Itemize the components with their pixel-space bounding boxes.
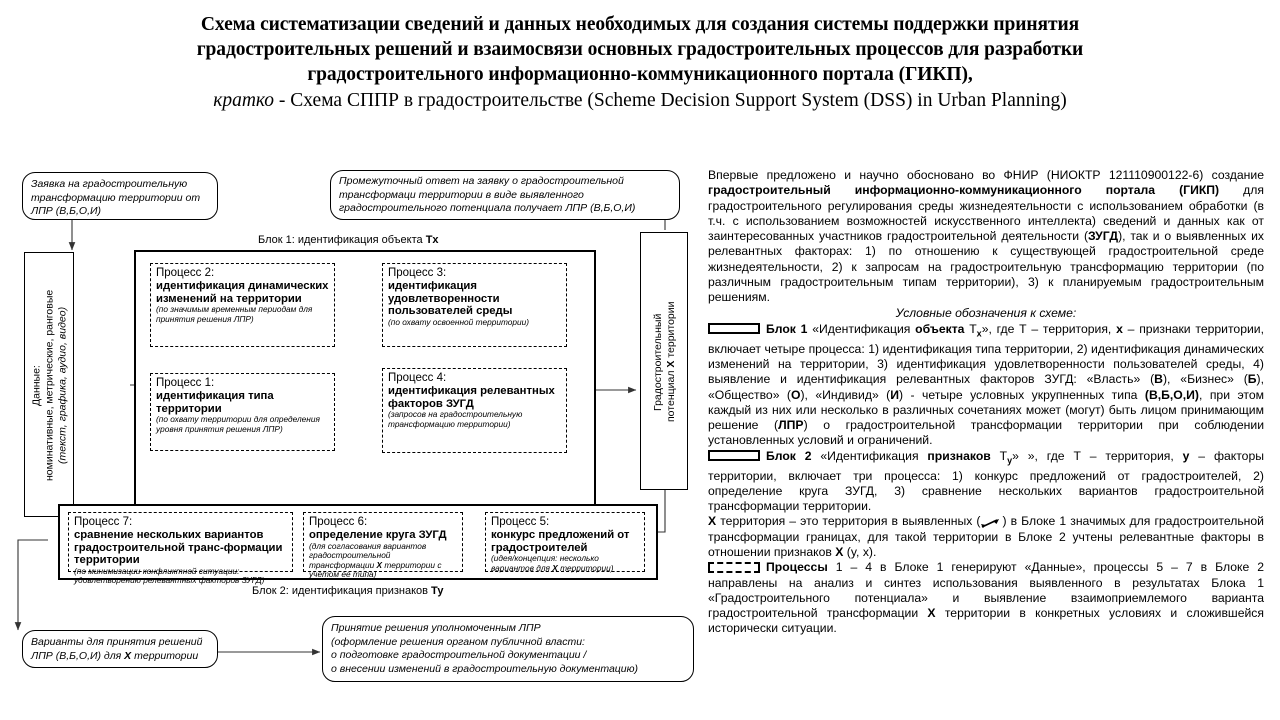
b1-t3: », где Т – территория, [981, 321, 1117, 336]
scheme-diagram [0, 160, 706, 705]
b1-label: Блок 1 [766, 321, 808, 336]
decision-box [322, 616, 694, 682]
b2-t4: – факторы территории, включает три процесса: 1) конкурс предложений от градостроителей, 2) определение круга ЗУГД, 3) сравнение нескольких вариантов градостроительной трансформации территории. [708, 448, 1264, 514]
variants-line2-post: территории [131, 649, 199, 662]
b1-t5: ), «Бизнес» ( [1162, 372, 1248, 387]
response-box [330, 170, 680, 220]
paragraph-block2 [708, 449, 1264, 515]
data-box-line3: (текст, графика, аудио, видео) [56, 306, 69, 465]
process-4-note: (запросов на градостроительную трансформацию территории) [388, 409, 523, 429]
potential-box-line2b: территории [665, 301, 677, 361]
process-1-note: (по охвату территории для определения уровня принятия решения ЛПР) [156, 414, 320, 434]
process-5-note [491, 554, 639, 573]
potential-box-line1: Градостроительный [652, 313, 664, 411]
process-1-body: идентификация типа территории [156, 390, 274, 415]
process-7-head: Процесс 7: [74, 516, 133, 528]
process-3 [382, 263, 567, 347]
title-short-label: кратко [213, 90, 275, 111]
request-box [22, 172, 218, 220]
process-4-body: идентификация релевантных факторов ЗУГД [388, 385, 555, 410]
b1-t8: ) - четыре условных укрупненных типа [899, 387, 1145, 402]
title-line-4 [60, 87, 1220, 114]
x-t3: (y, x). [843, 545, 877, 559]
process-2-note: (по значимым временным периодам для принятия решения ЛПР) [156, 304, 313, 324]
b1-o: О [790, 387, 801, 402]
process-5-note-post: территории) [557, 562, 614, 573]
title-line-1: Схема систематизации сведений и данных необходимых для создания системы поддержки принятия [200, 14, 1080, 35]
decision-line-3: о подготовке градостроительной документации / [331, 649, 587, 661]
x-t1: территория – это территория в выявленных ( [716, 514, 981, 529]
process-6 [303, 512, 463, 580]
block2-label-bold: Ту [431, 585, 444, 597]
title-line-3: градостроительного информационно-коммуникационного портала (ГИКП), [307, 64, 973, 85]
intro-a: Впервые предложено и научно обосновано во ФНИР (НИОКТР 121110900122-6) создание [708, 168, 1264, 182]
variants-line2-pre: ЛПР (В,Б,О,И) для [31, 649, 125, 662]
process-3-body: идентификация удовлетворенности пользователей среды [388, 280, 513, 318]
process-1-head: Процесс 1: [156, 377, 215, 389]
process-5-note-x: X [552, 562, 558, 573]
process-7 [68, 512, 293, 586]
process-4-head: Процесс 4: [388, 372, 447, 384]
b2-features: признаков [927, 448, 991, 463]
block2-label-text: Блок 2: идентификация признаков [252, 585, 432, 597]
proc-t1: 1 – 4 в Блоке 1 генерируют «Данные», процессы 5 – 7 в Блоке 2 направлены на анализ и синтез использования выявленного в результатах Блока 1 «Градостроительного потенциала» и выявление взаимоприемлемого варианта градостроительной трансформации [708, 560, 1264, 621]
diagonal-arrow-icon [980, 517, 1002, 529]
process-6-body: определение круга ЗУГД [309, 529, 447, 541]
process-6-head: Процесс 6: [309, 516, 368, 528]
process-6-note-pre: (для согласования вариантов градостроительной трансформации [309, 540, 427, 570]
b1-sub-x: x [976, 328, 982, 339]
b1-t1: «Идентификация [807, 321, 916, 336]
title-short-rest: - Схема СППР в градостроительстве (Scheme Decision Support System (DSS) in Urban Planning) [274, 90, 1067, 111]
process-6-note [309, 542, 457, 580]
block1-label [258, 234, 439, 246]
proc-label: Процессы [766, 560, 828, 575]
b1-vboi: (В,Б,О,И) [1144, 387, 1199, 402]
process-6-note-post: территории с учетом ее типа) [309, 559, 442, 580]
b1-t2: Т [964, 321, 977, 336]
process-5-head: Процесс 5: [491, 516, 550, 528]
variants-box [22, 630, 218, 668]
potential-box-x: X [665, 360, 677, 368]
intro-c: для градостроительного регулирования среды жизнедеятельности с использованием обработки (в т.ч. с использованием возможностей искусственного интеллекта) сведений и данных как от заинтересованных участников градостроительной деятельности ( [708, 183, 1264, 244]
process-5-body: конкурс предложений от градостроителей [491, 529, 630, 554]
paragraph-processes [708, 560, 1264, 636]
decision-line-2: (оформление решения органом публичной власти: [331, 635, 585, 648]
process-7-body: сравнение нескольких вариантов градостроительной транс-формации территории [74, 529, 283, 567]
page-title [60, 12, 1220, 114]
legend-title: Условные обозначения к схеме: [895, 305, 1077, 320]
b1-t6: ), «Общество» ( [708, 372, 1264, 402]
process-4 [382, 368, 567, 453]
proc-x: X [927, 606, 936, 621]
potential-box [640, 232, 688, 490]
dashed-box-legend-icon [708, 562, 760, 573]
b2-t1: «Идентификация [811, 448, 928, 463]
proc-t2: территории в конкретных условиях и сложившейся исторически ситуации. [708, 606, 1264, 636]
process-2-head: Процесс 2: [156, 267, 215, 279]
intro-e: ), так и о выявленных их релевантных факторах: 1) по отношению к существующей градостроительной среде жизнедеятельности, 2) к запросам на градостроительную трансформацию территории (по различным градостроительным типам территории), 3) к планируемым градостроительным решениям. [708, 229, 1265, 305]
request-box-text: Заявка на градостроительную трансформацию территории от ЛПР (В,Б,О,И) [31, 178, 201, 217]
b2-t3: » », где Т – территория, [1012, 448, 1183, 463]
intro-zugd: ЗУГД [1088, 229, 1119, 244]
b1-i: И [890, 387, 899, 402]
variants-line1: Варианты для принятия решений [31, 636, 203, 648]
b2-sub-y: y [1007, 455, 1013, 466]
block2-label [252, 585, 443, 597]
data-box [24, 252, 74, 517]
b1-t10: ) о градостроительной трансформации территории при соблюдении установленных условий и ограничений. [708, 418, 1264, 448]
b1-object: объекта [915, 321, 965, 336]
b1-x: x [1116, 321, 1123, 336]
response-box-text: Промежуточный ответ на заявку о градостроительной трансформаци территории в виде выявленного градостроительного потенциала получает ЛПР (В,Б,О,И) [339, 175, 636, 214]
data-box-line2: номинативные, метрические, ранговые [43, 289, 56, 482]
b1-v: В [1154, 372, 1163, 387]
process-6-note-x: X [376, 559, 383, 570]
solid-box-legend-icon [708, 323, 760, 334]
process-2-body: идентификация динамических изменений на территории [156, 280, 329, 305]
process-2 [150, 263, 335, 347]
b2-label: Блок 2 [766, 448, 812, 463]
process-3-note: (по охвату освоенной территории) [388, 316, 529, 327]
title-line-2: градостроительных решений и взаимосвязи основных градостроительных процессов для разработки [196, 39, 1084, 60]
variants-x: X [124, 649, 132, 662]
b1-t7: ), «Индивид» ( [800, 387, 891, 402]
data-box-label [25, 253, 75, 518]
b1-lpr: ЛПР [778, 418, 804, 433]
decision-line-1: Принятие решения уполномоченным ЛПР [331, 622, 541, 634]
solid-box-legend-icon-2 [708, 450, 760, 461]
process-7-note: (по минимизации конфликтной ситуации: удовлетворению релевантных факторов ЗУГД) [74, 565, 265, 586]
b1-b: Б [1247, 372, 1257, 387]
b1-t9: , при этом каждый из них или несколько в различных сочетаниях может (могут) быть лицом принимающим решение ( [708, 387, 1265, 433]
block1-label-text: Блок 1: идентификация объекта [258, 234, 426, 246]
explanatory-text-column [708, 168, 1264, 713]
b2-t2: Т [990, 448, 1008, 463]
x-label-2: X [835, 545, 844, 559]
decision-line-4: о внесении изменений в градостроительную документацию) [331, 662, 639, 675]
b1-t4: – признаки территории, включает четыре процесса: 1) идентификация типа территории, 2) идентификация динамических изменений на территории, 3) идентификация удовлетворенности пользователей среды, 4) выявление и идентификация релевантных факторов ЗУГД: «Власть» ( [708, 321, 1264, 387]
paragraph-block1 [708, 322, 1264, 449]
intro-portal-name: градостроительный информационно-коммуникационного портала (ГИКП) [708, 183, 1220, 198]
process-5 [485, 512, 645, 572]
data-box-line1: Данные: [30, 365, 43, 406]
potential-box-label [641, 233, 689, 491]
potential-box-line2: потенциал [665, 367, 677, 423]
process-3-head: Процесс 3: [388, 267, 447, 279]
b2-y: y [1182, 448, 1190, 463]
process-1 [150, 373, 335, 451]
paragraph-x-territory [708, 514, 1264, 560]
process-5-note-pre: (идея/концепция: несколько вариантов для [491, 553, 599, 573]
paragraph-intro [708, 168, 1264, 306]
block1-label-bold: Тx [425, 234, 439, 246]
x-label: X [708, 514, 717, 529]
x-t2: ) в Блоке 1 значимых для градостроительной трансформации границах, для такой территории в Блоке 2 учтены релевантные факторы в отношении признаков [708, 514, 1264, 559]
